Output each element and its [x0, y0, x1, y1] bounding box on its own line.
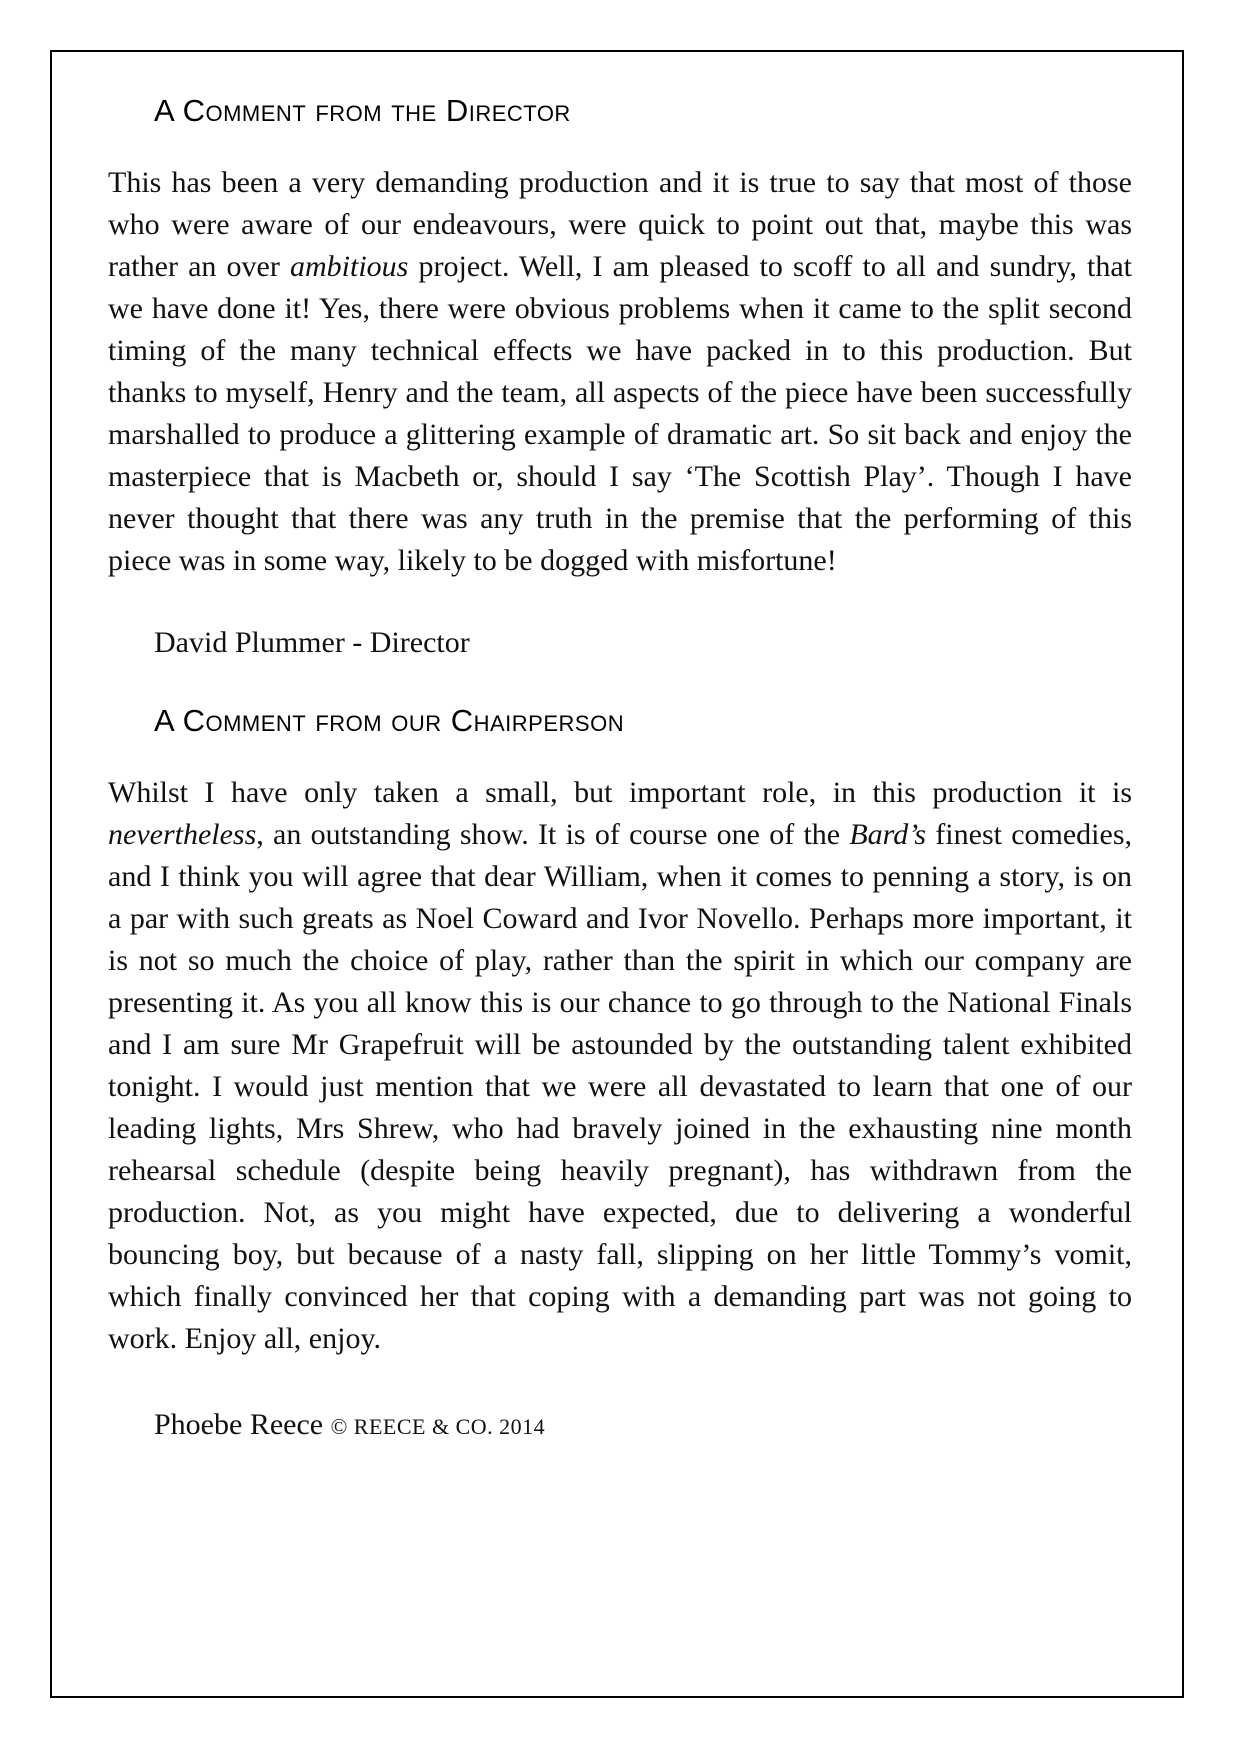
director-signature: David Plummer - Director	[154, 626, 470, 659]
page-border	[50, 50, 1184, 1698]
italic-text-run: nevertheless	[108, 818, 257, 851]
copyright-notice: © REECE & CO. 2014	[330, 1414, 546, 1439]
director-comment-paragraph	[108, 162, 1132, 582]
director-comment-heading: A Comment from the Director	[154, 93, 571, 128]
text-run: project. Well, I am pleased to scoff to all and sundry, that we have done it! Yes, there were obvious problems when it came to the split second timing of the many technical effects we have packed in to this production. But thanks to myself, Henry and the team, all aspects of the piece have been successfully marshalled to produce a glittering example of dramatic art. So sit back and enjoy the masterpiece that is Macbeth or, should I say ‘The Scottish Play’. Though I have never thought that there was any truth in the premise that the performing of this piece was in some way, likely to be dogged with misfortune!	[108, 250, 1132, 577]
chairperson-comment-heading: A Comment from our Chairperson	[154, 703, 625, 738]
text-run: Whilst I have only taken a small, but important role, in this production it is	[108, 776, 1132, 809]
chairperson-signature	[108, 1404, 1132, 1448]
text-run: finest comedies, and I think you will agree that dear William, when it comes to penning a story, is on a par with such greats as Noel Coward and Ivor Novello. Perhaps more important, it is not so much the choice of play, rather than the spirit in which our company are presenting it. As you all know this is our chance to go through to the National Finals and I am sure Mr Grapefruit will be astounded by the outstanding talent exhibited tonight. I would just mention that we were all devastated to learn that one of our leading lights, Mrs Shrew, who had bravely joined in the exhausting nine month rehearsal schedule (despite being heavily pregnant), has withdrawn from the production. Not, as you might have expected, due to delivering a wonderful bouncing boy, but because of a nasty fall, slipping on her little Tommy’s vomit, which finally convinced her that coping with a demanding part was not going to work. Enjoy all, enjoy.	[108, 818, 1132, 1355]
italic-text-run: ambitious	[290, 250, 409, 283]
chairperson-comment-paragraph	[108, 772, 1132, 1360]
text-run: , an outstanding show. It is of course one of the	[256, 818, 850, 851]
italic-text-run: Bard’s	[849, 818, 927, 851]
text-run: This has been a very demanding production and it is true to say that most of those who were aware of our endeavours, were quick to point out that, maybe this was rather an over	[108, 166, 1132, 283]
chairperson-signature-name: Phoebe Reece	[154, 1408, 324, 1441]
document-content	[108, 90, 1132, 1448]
